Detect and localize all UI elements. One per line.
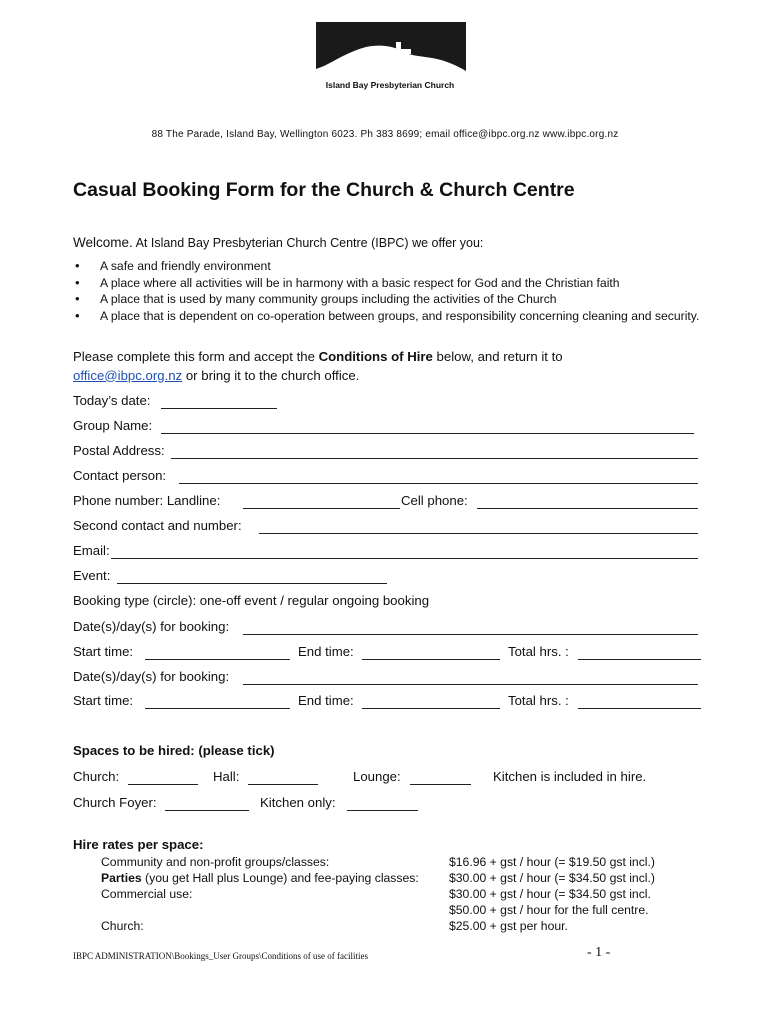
todays-date-label: Today’s date: bbox=[73, 393, 151, 408]
church-foyer-tick[interactable] bbox=[165, 810, 249, 811]
total-hours-field[interactable] bbox=[578, 708, 701, 709]
parties-desc: (you get Hall plus Lounge) and fee-paying classes: bbox=[141, 871, 419, 885]
group-name-label: Group Name: bbox=[73, 418, 153, 433]
full-centre-rate-value: $50.00 + gst / hour for the full centre. bbox=[449, 903, 649, 917]
church-space-label: Church: bbox=[73, 769, 120, 784]
contact-person-label: Contact person: bbox=[73, 468, 167, 483]
list-item: • A place that is dependent on co-operation between groups, and responsibility concerning cleaning and security. bbox=[73, 308, 713, 325]
commercial-rate-value: $30.00 + gst / hour (= $34.50 gst incl. bbox=[449, 887, 651, 901]
email-label: Email: bbox=[73, 543, 110, 558]
spaces-heading: Spaces to be hired: (please tick) bbox=[73, 743, 275, 758]
total-hours-field[interactable] bbox=[578, 659, 701, 660]
booking-dates-field[interactable] bbox=[243, 684, 698, 685]
booking-type-label: Booking type (circle): one-off event / regular ongoing booking bbox=[73, 593, 430, 608]
hall-space-tick[interactable] bbox=[248, 784, 318, 785]
second-contact-label: Second contact and number: bbox=[73, 518, 242, 533]
contact-address: 88 The Parade, Island Bay, Wellington 6023. Ph 383 8699; email office@ibpc.org.nz www.ibpc.org.nz bbox=[151, 129, 619, 140]
kitchen-note: Kitchen is included in hire. bbox=[493, 769, 647, 784]
instructions-text: below, and return it to bbox=[432, 349, 563, 364]
todays-date-field[interactable] bbox=[161, 408, 277, 409]
kitchen-only-label: Kitchen only: bbox=[260, 795, 336, 810]
kitchen-only-tick[interactable] bbox=[347, 810, 418, 811]
lounge-space-label: Lounge: bbox=[353, 769, 401, 784]
landline-label: Phone number: Landline: bbox=[73, 493, 221, 508]
email-field[interactable] bbox=[111, 558, 698, 559]
event-label: Event: bbox=[73, 568, 111, 583]
rates-heading: Hire rates per space: bbox=[73, 837, 204, 852]
start-time-field[interactable] bbox=[145, 708, 290, 709]
commercial-rate-label: Commercial use: bbox=[101, 887, 193, 901]
church-rate-label: Church: bbox=[101, 919, 144, 933]
footer-path: IBPC ADMINISTRATION\Bookings_User Groups\Conditions of use of facilities bbox=[73, 951, 368, 961]
postal-address-field[interactable] bbox=[171, 458, 698, 459]
end-time-field[interactable] bbox=[362, 708, 500, 709]
start-time-field[interactable] bbox=[145, 659, 290, 660]
parties-label: Parties bbox=[101, 871, 142, 885]
parties-rate-value: $30.00 + gst / hour (= $34.50 gst incl.) bbox=[449, 871, 655, 885]
church-rate-value: $25.00 + gst per hour. bbox=[449, 919, 568, 933]
lounge-space-tick[interactable] bbox=[410, 784, 471, 785]
cell-phone-field[interactable] bbox=[477, 508, 698, 509]
cell-phone-label: Cell phone: bbox=[401, 493, 468, 508]
parties-rate-label bbox=[101, 871, 419, 885]
welcome-lead: Welcome. bbox=[73, 235, 133, 250]
list-item: • A safe and friendly environment bbox=[73, 258, 713, 275]
booking-dates-field[interactable] bbox=[243, 634, 698, 635]
welcome-body: At Island Bay Presbyterian Church Centre (IBPC) we offer you: bbox=[132, 236, 484, 250]
start-time-label: Start time: bbox=[73, 693, 134, 708]
second-contact-field[interactable] bbox=[259, 533, 698, 534]
total-hours-label: Total hrs. : bbox=[508, 644, 569, 659]
booking-dates-label: Date(s)/day(s) for booking: bbox=[73, 669, 230, 684]
list-item: • A place that is used by many community groups including the activities of the Church bbox=[73, 291, 713, 308]
start-time-label: Start time: bbox=[73, 644, 134, 659]
instructions-text: Please complete this form and accept the bbox=[73, 349, 319, 364]
end-time-field[interactable] bbox=[362, 659, 500, 660]
list-item: • A place where all activities will be in harmony with a basic respect for God and the Christian faith bbox=[73, 275, 713, 292]
contact-person-field[interactable] bbox=[179, 483, 698, 484]
community-rate-label: Community and non-profit groups/classes: bbox=[101, 855, 330, 869]
event-field[interactable] bbox=[117, 583, 387, 584]
instructions-text: or bring it to the church office. bbox=[182, 367, 360, 383]
email-link[interactable]: office@ibpc.org.nz bbox=[73, 367, 183, 383]
instructions-paragraph bbox=[73, 348, 713, 385]
community-rate-value: $16.96 + gst / hour (= $19.50 gst incl.) bbox=[449, 855, 655, 869]
conditions-of-hire-text: Conditions of Hire bbox=[318, 349, 433, 364]
offer-list bbox=[73, 258, 713, 324]
total-hours-label: Total hrs. : bbox=[508, 693, 569, 708]
page-title: Casual Booking Form for the Church & Church Centre bbox=[73, 179, 575, 201]
booking-dates-label: Date(s)/day(s) for booking: bbox=[73, 619, 230, 634]
group-name-field[interactable] bbox=[161, 433, 694, 434]
page-number: - 1 - bbox=[587, 945, 611, 960]
hall-space-label: Hall: bbox=[213, 769, 240, 784]
logo-caption: Island Bay Presbyterian Church bbox=[325, 80, 455, 90]
welcome-text bbox=[73, 235, 483, 250]
end-time-label: End time: bbox=[298, 644, 354, 659]
end-time-label: End time: bbox=[298, 693, 354, 708]
church-foyer-label: Church Foyer: bbox=[73, 795, 157, 810]
landline-field[interactable] bbox=[243, 508, 400, 509]
church-space-tick[interactable] bbox=[128, 784, 198, 785]
postal-address-label: Postal Address: bbox=[73, 443, 165, 458]
